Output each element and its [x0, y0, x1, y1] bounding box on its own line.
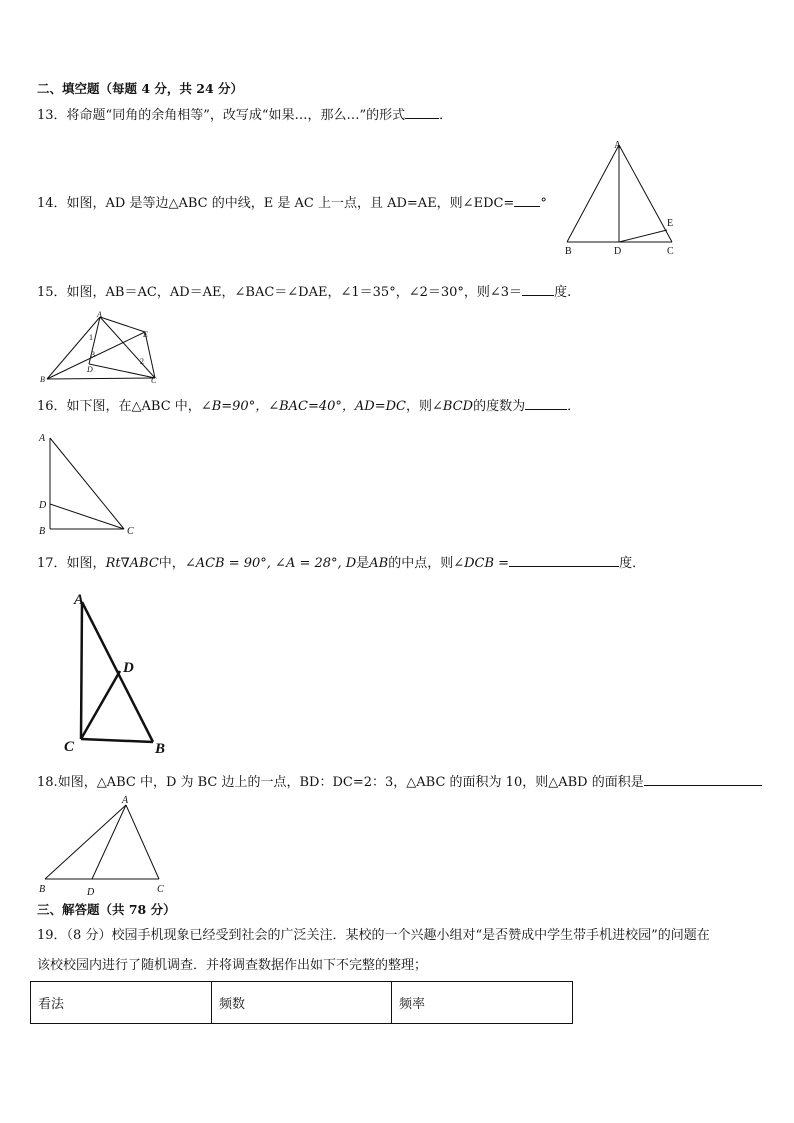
q17-right-triangle-figure: [60, 585, 190, 760]
answer-blank[interactable]: [644, 773, 762, 786]
table-header-cell: 频数: [212, 982, 392, 1024]
question-14: [37, 194, 547, 212]
question-text: 将命题“同角的余角相等”，改写成“如果…，那么…”的形式: [66, 108, 406, 123]
question-17: [37, 554, 645, 572]
vertex-label-d: D: [87, 365, 93, 374]
question-math: ∠DCB =: [453, 556, 510, 571]
question-end: °: [540, 196, 547, 211]
answer-blank[interactable]: [522, 283, 554, 296]
question-text: 18.: [37, 775, 58, 790]
vertex-label-c: C: [157, 884, 164, 895]
question-end: 度.: [554, 285, 572, 300]
question-19-line-2: 该校校园内进行了随机调查．并将调查数据作出如下不完整的整理；: [37, 958, 428, 973]
answer-blank[interactable]: [525, 397, 567, 410]
vertex-label-b: B: [39, 884, 46, 895]
q16-triangle-figure: [37, 430, 147, 540]
question-end: ．: [439, 108, 453, 123]
question-number: 13．: [37, 108, 67, 123]
q15-triangles-figure: [37, 310, 167, 390]
question-text: 的度数为: [473, 399, 526, 414]
vertex-label-a: A: [122, 795, 129, 806]
question-18: [37, 773, 762, 791]
question-number: 15．: [37, 285, 67, 300]
vertex-label-d: D: [87, 887, 95, 898]
table-header-cell: 看法: [31, 982, 212, 1024]
vertex-label-a: A: [614, 140, 622, 151]
vertex-label-a: A: [97, 310, 102, 319]
question-text: ，则: [405, 399, 432, 414]
vertex-label-d: D: [614, 246, 622, 257]
question-math: AB: [369, 556, 389, 571]
question-math: ∇ABC: [120, 556, 159, 571]
answer-blank[interactable]: [514, 194, 540, 207]
vertex-label-b: B: [565, 246, 572, 257]
question-end: 度．: [619, 556, 646, 571]
question-math: ∠ACB = 90°, ∠A = 28°, D: [184, 556, 357, 571]
table-header-cell: 频率: [392, 982, 573, 1024]
vertex-label-e: E: [667, 218, 674, 229]
question-15: [37, 283, 571, 301]
vertex-label-c: C: [151, 376, 157, 385]
section-heading-solutions: 三、解答题（共 78 分）: [37, 902, 176, 917]
vertex-label-a: A: [74, 592, 85, 608]
table-header-row: [31, 982, 573, 1024]
vertex-label-d: D: [39, 500, 47, 511]
question-math: ∠B=90°，∠BAC=40°，AD=DC: [200, 399, 406, 414]
angle-label-2: 2: [140, 357, 144, 366]
vertex-label-d: D: [123, 660, 134, 676]
question-13: [37, 106, 452, 124]
question-end: ．: [567, 399, 581, 414]
survey-table: [30, 981, 573, 1024]
vertex-label-c: C: [64, 739, 75, 755]
question-text: 如下图，在△ABC 中，: [66, 399, 201, 414]
question-19-line-1: 19．（8 分）校园手机现象已经受到社会的广泛关注．某校的一个兴趣小组对“是否赞成中学生带手机进校园”的问题在: [37, 928, 710, 943]
section-heading-fill-blank: 二、填空题（每题 4 分，共 24 分）: [37, 81, 244, 96]
answer-blank[interactable]: [509, 554, 619, 567]
question-text: 的中点，则: [388, 556, 454, 571]
vertex-label-b: B: [39, 526, 46, 537]
vertex-label-e: E: [143, 330, 148, 339]
question-text: 是: [356, 556, 370, 571]
angle-label-1: 1: [89, 333, 93, 342]
question-text: 如图，AB＝AC，AD＝AE，∠BAC＝∠DAE，∠1＝35°，∠2＝30°，则∠3＝: [66, 285, 523, 300]
question-number: 16．: [37, 399, 67, 414]
question-math: ∠BCD: [432, 399, 474, 414]
q14-triangle-figure: [555, 135, 695, 260]
vertex-label-b: B: [155, 741, 166, 757]
answer-blank[interactable]: [405, 106, 439, 119]
angle-label-3: 3: [91, 350, 95, 359]
vertex-label-a: A: [39, 433, 46, 444]
vertex-label-c: C: [127, 526, 134, 537]
question-text: 如图，: [66, 556, 106, 571]
question-text: 中，: [158, 556, 185, 571]
question-math: Rt: [105, 556, 121, 571]
question-number: 14．: [37, 196, 67, 211]
vertex-label-b: B: [40, 375, 45, 384]
question-16: [37, 397, 580, 415]
question-number: 17．: [37, 556, 67, 571]
question-text: 如图，△ABC 中，D 为 BC 边上的一点，BD：DC=2：3，△ABC 的面积为 10，则△ABD 的面积是: [57, 775, 644, 790]
vertex-label-c: C: [667, 246, 674, 257]
q18-triangle-figure: [37, 792, 177, 898]
question-text: 如图，AD 是等边△ABC 的中线，E 是 AC 上一点，且 AD=AE，则∠EDC=: [66, 196, 515, 211]
